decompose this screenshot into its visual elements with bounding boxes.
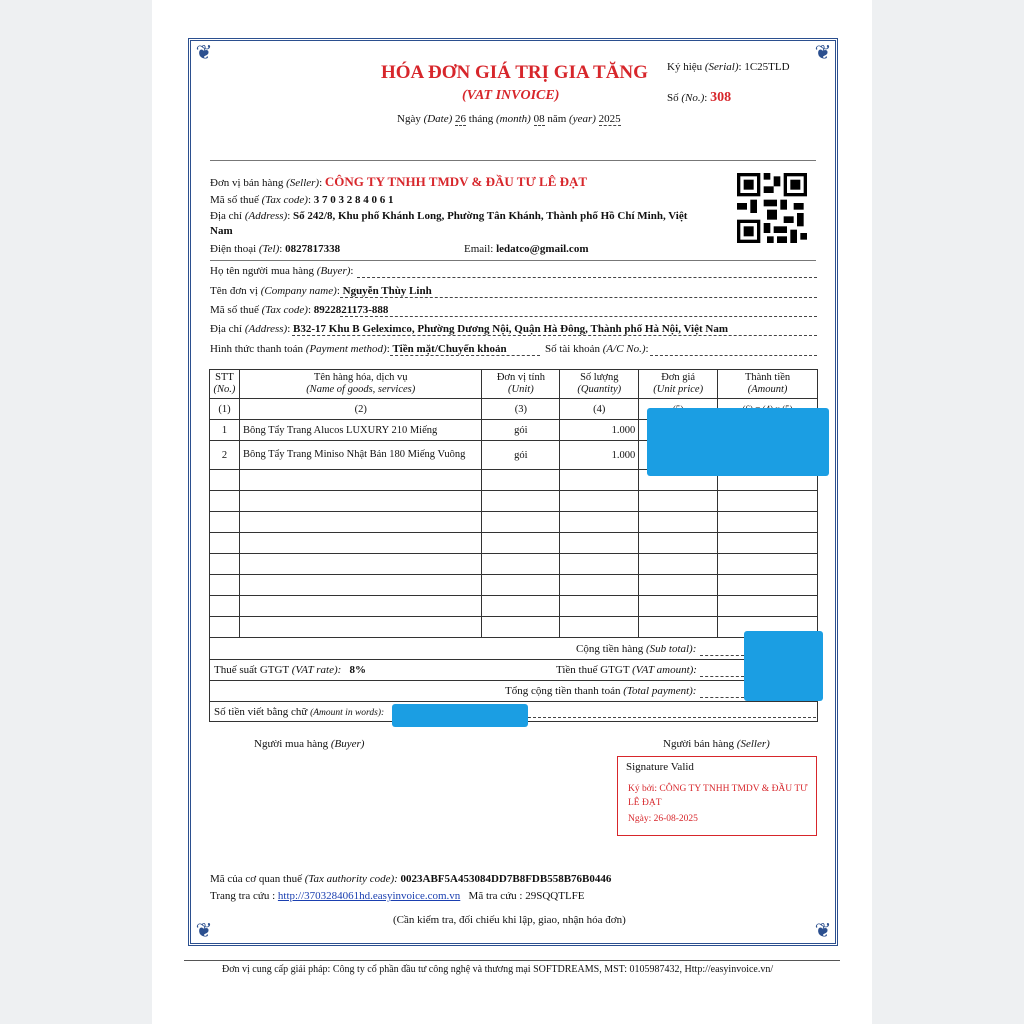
page-title: HÓA ĐƠN GIÁ TRỊ GIA TĂNG [381,62,648,83]
account-line: Số tài khoản (A/C No.): [545,343,649,355]
fill-line [700,697,744,698]
row-divider [209,680,818,681]
footer-note: (Cần kiểm tra, đối chiếu khi lập, giao, nhận hóa đơn) [393,914,626,926]
header-cell: Tên hàng hóa, dịch vụ (Name of goods, services) [239,370,481,399]
header-cell: Đơn vị tính (Unit) [482,370,560,399]
fill-line [700,655,744,656]
fill-line [700,676,744,677]
fill-line [528,717,816,718]
signed-by-cont: LÊ ĐẠT [628,798,662,808]
payment-line: Hình thức thanh toán (Payment method): Tiền mặt/Chuyển khoản [210,343,507,355]
empty-row [210,575,818,596]
signed-by: Ký bởi: CÔNG TY TNHH TMDV & ĐẦU TƯ [628,784,808,794]
fill-line [650,355,817,356]
payment-method: Tiền mặt/Chuyển khoản [392,343,507,355]
empty-row [210,617,818,638]
fill-line [292,335,817,336]
subtotal-label: Cộng tiền hàng (Sub total): [576,643,697,655]
authority-code-line: Mã của cơ quan thuế (Tax authority code): 0023ABF5A453084DD7B8FDB558B76B0446 [210,873,612,885]
fill-line [340,297,817,298]
page-subtitle: (VAT INVOICE) [462,88,560,103]
header-cell: Số lượng (Quantity) [560,370,639,399]
redaction-block [647,408,829,476]
corner-ornament-icon: ❦ [814,920,832,942]
row-qty: 1.000 [560,441,639,470]
invoice-number: 308 [710,90,732,105]
table-header-row [210,370,818,399]
buyer-name-line: Họ tên người mua hàng (Buyer): [210,265,354,277]
lookup-link[interactable]: http://3703284061hd.easyinvoice.com.vn [277,890,461,902]
redaction-block [392,704,528,727]
row-no: 1 [210,420,240,441]
lookup-code: 29SQQTLFE [525,890,585,902]
seller-email-line: Email: ledatco@gmail.com [464,243,589,255]
amount-in-words-line: Số tiền viết bằng chữ (Amount in words): [214,706,385,718]
seller-phone-line: Điện thoại (Tel): 0827817338 [210,243,341,255]
provider-line: Đơn vị cung cấp giải pháp: Công ty cổ phần đầu tư công nghệ và thương mại SOFTDREAMS, MST: 0105987432, Http://easyinvoice.vn/ [222,964,774,975]
fill-line [357,277,817,278]
seller-tax-line: Mã số thuế (Tax code): 3 7 0 3 2 8 4 0 6 1 [210,194,394,206]
lookup-line: Trang tra cứu : http://3703284061hd.easyinvoice.com.vn Mã tra cứu : 29SQQTLFE [210,890,585,902]
seller-tax-code: 3 7 0 3 2 8 4 0 6 1 [313,194,394,206]
fill-line [390,355,540,356]
footer-divider [184,960,840,961]
date-line: Ngày (Date) 26 tháng (month) 08 năm (year) 2025 [397,113,621,125]
empty-row [210,554,818,575]
row-name: Bông Tẩy Trang Alucos LUXURY 210 Miếng [239,420,481,441]
buyer-tax-code: 8922821173-888 [313,304,389,316]
qr-code-icon [737,173,807,243]
vat-rate-line: Thuế suất GTGT (VAT rate): 8% [214,664,367,676]
seller-address-line: Địa chỉ (Address): Số 242/8, Khu phố Khánh Long, Phường Tân Khánh, Thành phố Hồ Chí Minh, Việt [210,210,688,222]
redaction-block [744,631,823,701]
authority-code: 0023ABF5A453084DD7B8FDB558B76B0446 [400,873,612,885]
buyer-tax-line: Mã số thuế (Tax code): 8922821173-888 [210,304,389,316]
signature-valid: Signature Valid [626,761,694,773]
invoice-number-line: Số (No.): 308 [667,90,732,105]
buyer-address-line: Địa chỉ (Address): B32-17 Khu B Geleximco, Phường Dương Nội, Quận Hà Đông, Thành phố Hà Nội, Việt Nam [210,323,729,335]
header-cell: STT (No.) [210,370,240,399]
col-number: (2) [239,399,481,420]
corner-ornament-icon: ❦ [195,42,213,64]
corner-ornament-icon: ❦ [195,920,213,942]
seller-name: CÔNG TY TNHH TMDV & ĐẦU TƯ LÊ ĐẠT [324,174,588,189]
empty-row [210,512,818,533]
seller-name-line: Đơn vị bán hàng (Seller): CÔNG TY TNHH TMDV & ĐẦU TƯ LÊ ĐẠT [210,174,588,189]
divider [210,160,816,161]
row-qty: 1.000 [560,420,639,441]
serial-value: 1C25TLD [744,61,790,73]
buyer-address: B32-17 Khu B Geleximco, Phường Dương Nội, Quận Hà Đông, Thành phố Hà Nội, Việt Nam [293,323,729,335]
col-number: (3) [482,399,560,420]
buyer-company-line: Tên đơn vị (Company name): Nguyễn Thùy Linh [210,285,432,297]
row-name: Bông Tẩy Trang Miniso Nhật Bản 180 Miếng Vuông [239,441,481,470]
divider [210,260,816,261]
empty-row [210,596,818,617]
signed-date: Ngày: 26-08-2025 [628,814,698,824]
seller-address-cont: Nam [210,225,233,237]
serial-line: Ký hiệu (Serial): 1C25TLD [667,61,790,73]
seller-email: ledatco@gmail.com [496,243,589,255]
corner-ornament-icon: ❦ [814,42,832,64]
buyer-signature-label: Người mua hàng (Buyer) [254,738,365,750]
vat-amount-label: Tiền thuế GTGT (VAT amount): [556,664,697,676]
seller-signature-label: Người bán hàng (Seller) [663,738,770,750]
col-number: (4) [560,399,639,420]
fill-line [340,316,817,317]
vat-rate: 8% [349,664,367,676]
row-no: 2 [210,441,240,470]
header-cell: Thành tiền (Amount) [718,370,818,399]
empty-row [210,491,818,512]
row-unit: gói [482,441,560,470]
col-number: (1) [210,399,240,420]
header-cell: Đơn giá (Unit price) [639,370,718,399]
row-divider [209,659,818,660]
row-unit: gói [482,420,560,441]
total-label: Tổng cộng tiền thanh toán (Total payment): [505,685,697,697]
seller-phone: 0827817338 [285,243,341,255]
seller-address: Số 242/8, Khu phố Khánh Long, Phường Tân Khánh, Thành phố Hồ Chí Minh, Việt [293,210,688,222]
buyer-company: Nguyễn Thùy Linh [342,285,432,297]
empty-row [210,533,818,554]
